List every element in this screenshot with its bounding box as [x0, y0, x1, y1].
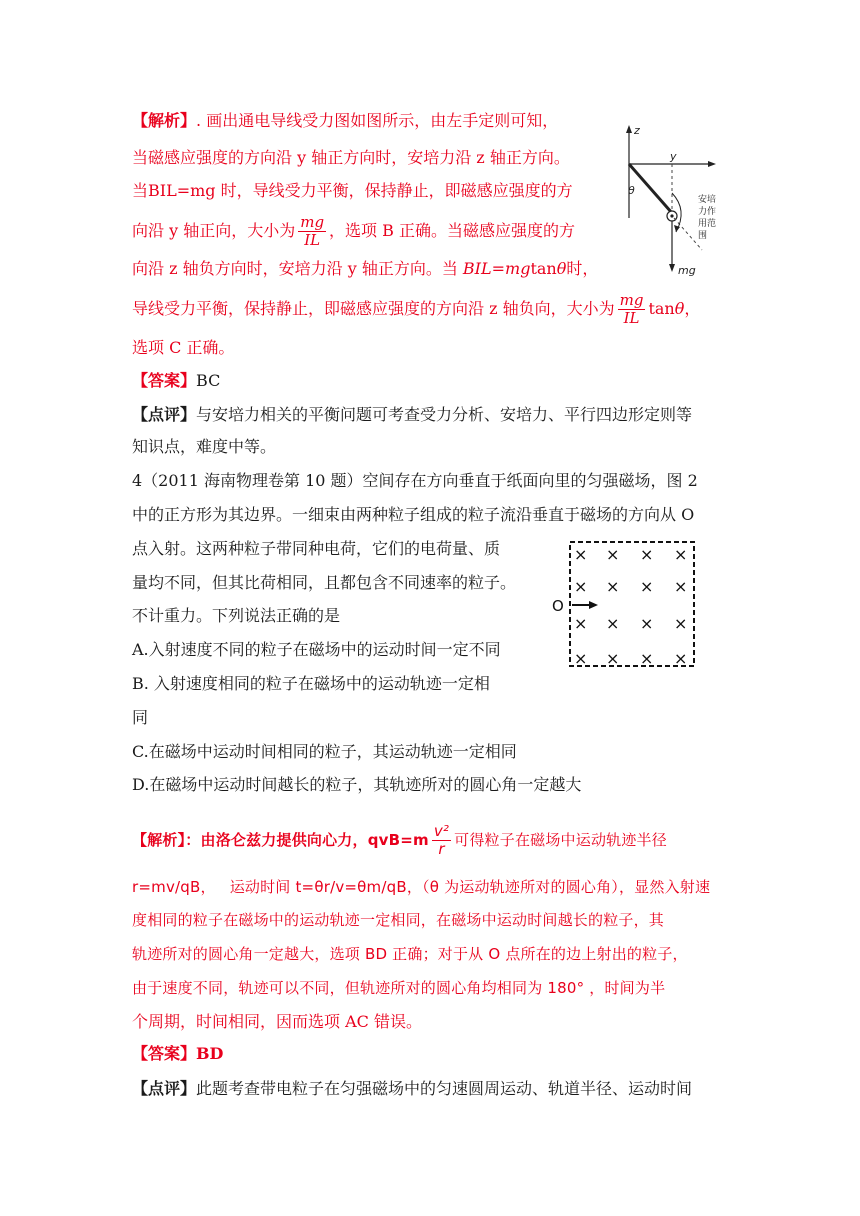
- q4-comment-line-1: 【点评】此题考查带电粒子在匀强磁场中的匀速圆周运动、轨道半径、运动时间: [132, 1079, 693, 1098]
- current-dot-icon: [670, 214, 673, 217]
- field-cross-icon: ×: [674, 577, 688, 596]
- q3-comment-line-2: 知识点，难度中等。: [132, 437, 277, 456]
- q4-line-5: 不计重力。下列说法正确的是: [132, 606, 341, 625]
- y-axis-label: y: [670, 150, 677, 163]
- q3-analysis-line-7: 选项 C 正确。: [132, 338, 235, 357]
- q3-analysis-line-4: 向沿 y 轴正向，大小为 $\frac{mg}{IL}$ ，选项 B 正确。当磁感应强度的方: [132, 213, 575, 249]
- q4-option-a: A.入射速度不同的粒子在磁场中的运动时间一定不同: [132, 640, 501, 659]
- field-cross-icon: ×: [640, 545, 654, 564]
- q4-analysis-line-6: 个周期，时间相同，因而选项 AC 错误。: [132, 1012, 422, 1031]
- q4-analysis-line-5: 由于速度不同，轨迹可以不同，但轨迹所对的圆心角均相同为 180° ，时间为半: [132, 979, 666, 997]
- field-cross-icon: ×: [574, 614, 588, 633]
- range-label-2: 力作: [698, 207, 717, 217]
- q4-option-d: D.在磁场中运动时间越长的粒子，其轨迹所对的圆心角一定越大: [132, 775, 582, 794]
- q3-analysis-line-5: 向沿 z 轴负方向时，安培力沿 y 轴正方向。当 BIL=mgtanθ时，: [132, 259, 599, 278]
- q4-analysis-line-1: 【解析】：由洛仑兹力提供向心力，qvB=m $\frac{\text{v²}}{r}$ 可得粒子在磁场中运动轨迹半径: [132, 822, 667, 858]
- q4-analysis-line-3: 度相同的粒子在磁场中的运动轨迹一定相同，在磁场中运动时间越长的粒子，其: [132, 911, 665, 929]
- q3-analysis-line-1: 【解析】. 画出通电导线受力图如图所示，由左手定则可知，: [132, 111, 559, 130]
- fraction-mg-over-il: $\frac{mg}{IL}$: [300, 213, 325, 249]
- wire-rod: [629, 164, 672, 213]
- field-cross-icon: ×: [640, 649, 654, 668]
- field-cross-icon: ×: [674, 614, 688, 633]
- q3-analysis-line-6: 导线受力平衡，保持静止，即磁感应强度的方向沿 z 轴负向，大小为 $\frac{mg}{IL}$ tanθ，: [132, 291, 701, 327]
- field-cross-icon: ×: [606, 577, 620, 596]
- field-cross-icon: ×: [606, 545, 620, 564]
- incident-beam-arrow-icon: [589, 601, 598, 609]
- q4-line-3: 点入射。这两种粒子带同种电荷，它们的电荷量、质: [132, 539, 501, 558]
- gravity-arrow-head-icon: [669, 264, 675, 272]
- q4-answer: 【答案】BD: [132, 1044, 224, 1063]
- fraction-mg-over-il-2: $\frac{mg}{IL}$: [619, 291, 644, 327]
- q4-line-4: 量均不同，但其比荷相同，且都包含不同速率的粒子。: [132, 573, 517, 592]
- z-axis-label: z: [634, 124, 640, 137]
- q3-analysis-line-3: 当BIL=mg 时，导线受力平衡，保持静止，即磁感应强度的方: [132, 181, 573, 200]
- q4-analysis-line-4: 轨迹所对的圆心角一定越大，选项 BD 正确；对于从 O 点所在的边上射出的粒子，: [132, 945, 688, 963]
- mg-label: mg: [678, 264, 696, 277]
- q4-option-b-line-1: B. 入射速度相同的粒子在磁场中的运动轨迹一定相: [132, 674, 490, 693]
- field-cross-icon: ×: [640, 577, 654, 596]
- field-cross-icon: ×: [574, 577, 588, 596]
- force-diagram: [612, 120, 720, 280]
- theta-label: θ: [628, 184, 635, 197]
- range-label-4: 围: [698, 231, 708, 241]
- q4-analysis-line-2: r=mv/qB， 运动时间 t=θr/v=θm/qB，（θ 为运动轨迹所对的圆心角），显然入射速: [132, 878, 711, 896]
- q4-line-2: 中的正方形为其边界。一细束由两种粒子组成的粒子流沿垂直于磁场的方向从 O: [132, 505, 695, 524]
- field-cross-icon: ×: [574, 649, 588, 668]
- field-cross-icon: ×: [674, 649, 688, 668]
- q4-option-c: C.在磁场中运动时间相同的粒子，其运动轨迹一定相同: [132, 742, 517, 761]
- field-cross-icon: ×: [640, 614, 654, 633]
- field-cross-icon: ×: [674, 545, 688, 564]
- fraction-v2-over-r: $\frac{\text{v²}}{r}$: [433, 822, 450, 858]
- field-cross-icon: ×: [606, 614, 620, 633]
- range-label-1: 安培: [698, 195, 717, 205]
- q4-option-b-line-2: 同: [132, 708, 149, 727]
- field-cross-icon: ×: [574, 545, 588, 564]
- q3-answer: 【答案】BC: [132, 371, 221, 390]
- point-o-label: O: [552, 597, 564, 615]
- magnetic-field-figure: [548, 536, 708, 672]
- q3-analysis-line-2: 当磁感应强度的方向沿 y 轴正方向时，安培力沿 z 轴正方向。: [132, 148, 570, 167]
- field-cross-icon: ×: [606, 649, 620, 668]
- y-axis-arrow-icon: [708, 161, 716, 167]
- q4-line-1: 4（2011 海南物理卷第 10 题）空间存在方向垂直于纸面向里的匀强磁场，图 2: [132, 471, 698, 490]
- z-axis-arrow-icon: [626, 125, 632, 133]
- range-label-3: 用范: [698, 219, 717, 229]
- q3-comment-line-1: 【点评】与安培力相关的平衡问题可考查受力分析、安培力、平行四边形定则等: [132, 405, 693, 424]
